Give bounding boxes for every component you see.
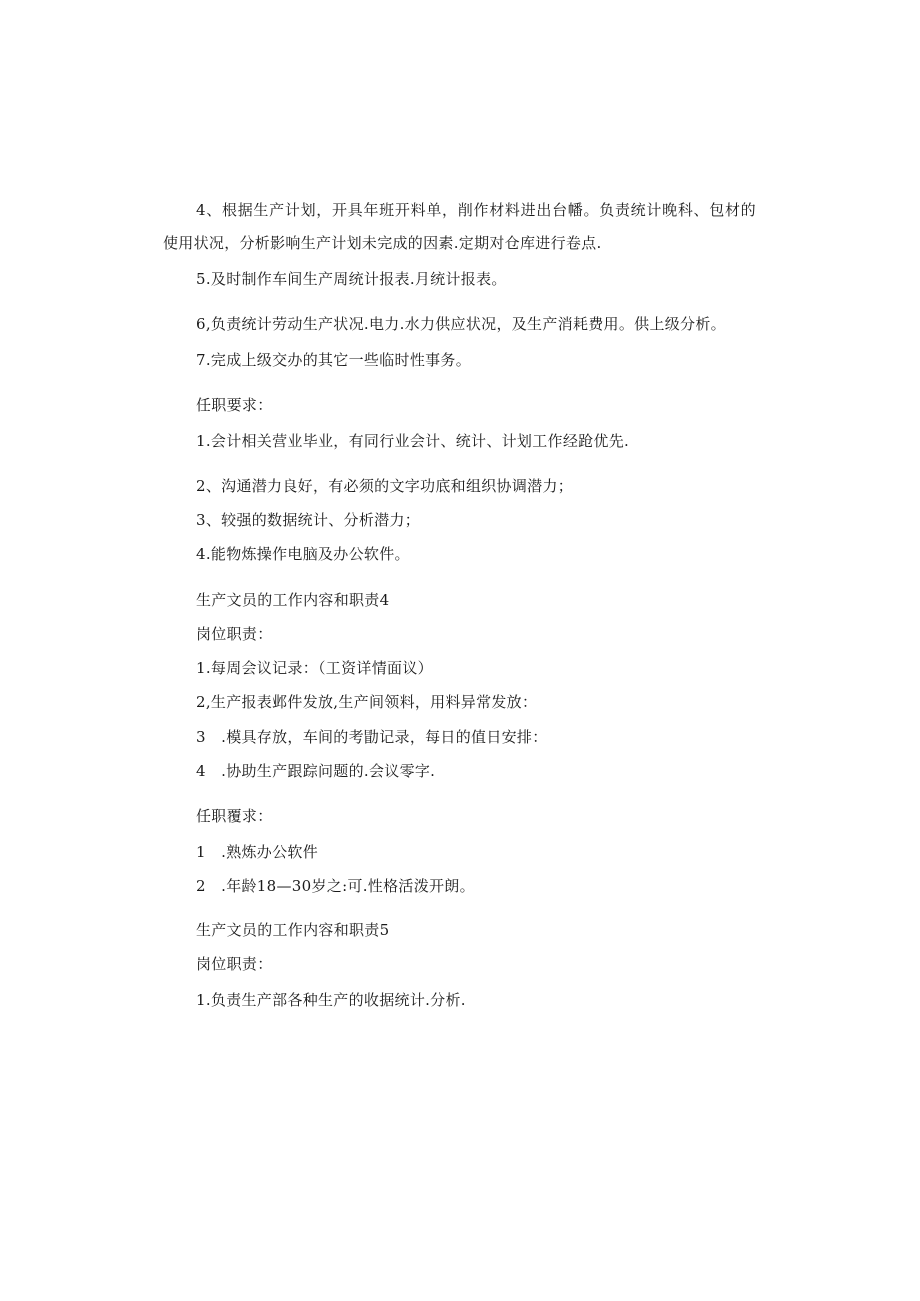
section-heading-requirements-4: 任职覆求：: [196, 807, 273, 825]
paragraph-duty-4-line-1: 4、根据生产计划，开具年班开料单，削作材料进出台幡。负责统计晚科、包材的: [196, 201, 756, 219]
requirement-item-4-2: 2 .年龄18—30岁之:可.性格活泼开朗。: [196, 877, 475, 895]
section-title-5: 生产文员的工作内容和职责5: [196, 921, 390, 939]
section-heading-duties-5: 岗位职责：: [196, 955, 273, 973]
paragraph-duty-4-line-2: 使用状况，分析影响生产计划未完成的因素.定期对仓库进行卷点.: [163, 234, 602, 252]
section-heading-duties-4: 岗位职责：: [196, 625, 273, 643]
duty-item-4-1: 1.每周会议记录：（工资详情面议）: [196, 659, 433, 677]
paragraph-duty-5: 5.及时制作车间生产周统计报表.月统计报表。: [196, 270, 507, 288]
duty-item-4-2: 2,生产报表邺件发放,生产间领料，用料异常发放：: [196, 693, 538, 711]
requirement-item-4-1: 1 .熟炼办公软件: [196, 843, 319, 861]
requirement-item-2: 2、沟通潜力良好，有必须的文字功底和组织协调潜力；: [196, 477, 574, 495]
section-heading-requirements: 任职要求：: [196, 396, 273, 414]
duty-item-4-3: 3 .模具存放，车间的考勖记录，每日的值日安排：: [196, 728, 548, 746]
paragraph-duty-7: 7.完成上级交办的其它一些临时性事务。: [196, 351, 472, 369]
requirement-item-3: 3、较强的数据统计、分析潜力；: [196, 511, 421, 529]
requirement-item-1: 1.会计相关营业毕业，有同行业会计、统计、计划工作经跄优先.: [196, 432, 630, 450]
duty-item-4-4: 4 .协助生产跟踪问题的.会议零字.: [196, 762, 436, 780]
section-title-4: 生产文员的工作内容和职责4: [196, 591, 390, 609]
paragraph-duty-6: 6,负责统计劳动生产状况.电力.水力供应状况，及生产消耗费用。供上级分析。: [196, 315, 726, 333]
requirement-item-4: 4.能物炼操作电脑及办公软件。: [196, 545, 410, 563]
duty-item-5-1: 1.负责生产部各种生产的收据统计.分析.: [196, 991, 466, 1009]
